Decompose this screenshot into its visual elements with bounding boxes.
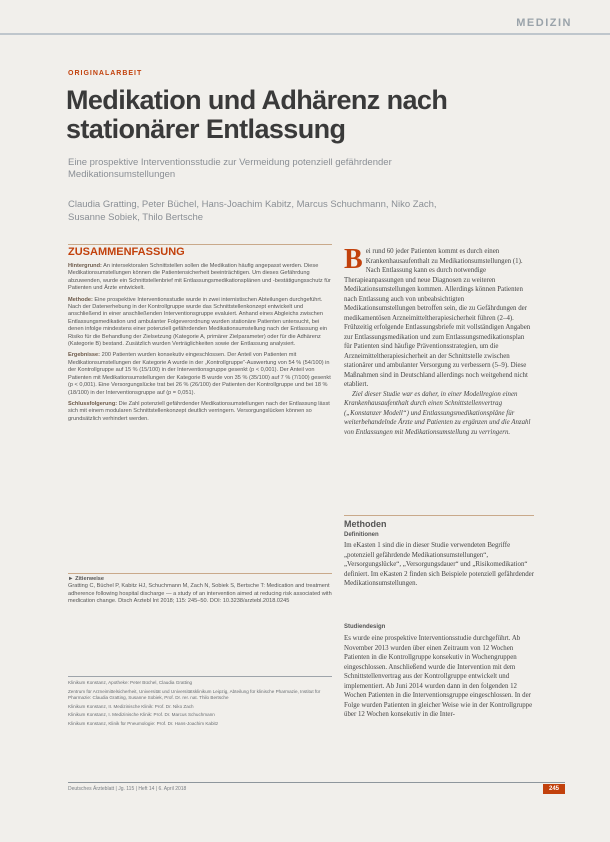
definitions-heading: Definitionen [344,532,379,538]
article-subtitle: Eine prospektive Interventionsstudie zur Vermeidung potenziell gefährdender Medikationsumstellungen [68,157,392,180]
conclusion-text: Die Zahl potenziell gefährdender Medikationsumstellungen nach der Entlassung lässt sich mit einem modularen Schnittstellenkonzept deutlich verringern. Versorgungslücken können so grundsätzlich verhindert werden. [68,400,330,422]
intro-text [344,244,534,437]
citation-text: Gratting C, Büchel P, Kabitz HJ, Schuchmann M, Zach N, Sobiek S, Bertsche T: Medication and treatment adherence following hospital discharge — a study of an intervention aimed at reducing risk associated with medication change. Dtsch Arztebl Int 2018; 115: 245–50. DOI: 10.3238/arztebl.2018.0245 [68,583,332,605]
methods-rule [344,515,534,516]
results-text: 200 Patienten wurden konsekutiv eingeschlossen. Der Anteil von Patienten mit Medikationsumstellungen der Kategorie A wurde in der „Kontrollgruppe“-Auswertung von 54 % (54/100) in der Kontrollgruppe auf 15 % (15/100) in der Interventionsgruppe gesenkt (p < 0,001). Der Anteil von Patienten mit Medikationsumstellungen der Kategorie B wurde von 35 % (35/100) auf 7 % (7/100) gesenkt (p < 0,001). Eine Versorgungslücke trat bei 26 % (26/100) der Patienten der Kontrollgruppe und bei 18 % (18/100) in der Interventionsgruppe auf (p = 0,051). [68,352,331,396]
citation-block [68,576,332,606]
abstract-conclusion [68,401,332,423]
abstract-rule [68,244,332,245]
abstract-results [68,352,332,396]
footer-rule [68,782,565,783]
abstract-method [68,297,332,349]
background-label: Hintergrund: [68,263,102,269]
methods-heading: Methoden [344,519,387,529]
intro-paragraph-2: Ziel dieser Studie war es daher, in einer Modellregion einen Krankenhausaufenthalt durch einen Schnittstellenvertrag („Konstanzer Modell“) und Entlassungsmedikationspläne für weiterbehandelnde Ärzte und Patienten zu ergänzen und die Anzahl von Entlassungen mit Medikationsumstellung zu verringern. [344,390,531,436]
header-rule [0,33,610,35]
citation-heading: ► Zitierweise [68,576,105,582]
section-tag: MEDIZIN [516,17,572,29]
page-number: 245 [543,784,565,794]
affiliation-item: Klinikum Konstanz, II. Medizinische Klinik: Prof. Dr. Niko Zach [68,703,194,709]
footnote-rule [68,676,332,677]
article-title: Medikation und Adhärenz nach stationärer Entlassung [66,85,448,144]
definitions-text: Im eKasten 1 sind die in dieser Studie verwendeten Begriffe „potenziell gefährdende Medikationsumstellungen“, „Versorgungslücke“, „Versorgungsdauer“ und „Risikomedikation“ definiert. Im eKasten 2 finden sich Beispiele potenziell gefährdender Medikationsumstellungen. [344,542,534,587]
journal-info: Deutsches Ärzteblatt | Jg. 115 | Heft 14 | 6. April 2018 [68,786,187,792]
citation-rule [68,573,332,574]
drop-cap: B [344,244,363,275]
affiliation-item: Klinikum Konstanz, I. Medizinische Klinik: Prof. Dr. Marcus Schuchmann [68,712,215,718]
intro-paragraph-1: ei rund 60 jeder Patienten kommt es durch einen Krankenhausaufenthalt zu Medikationsumstellungen (1). Nach Entlassung kann es durch notwendige Therapieanpassungen und neue Diagnosen zu weiteren Medikationsumstellungen kommen. Allerdings können Patienten nach Entlassung auch von unbeabsichtigten Medikationsumstellungen betroffen sein, die zu Gefährdungen der medikamentösen Arzneimitteltherapiesicherheit führen (2–4). Frühzeitig erfolgende Entlassungsbriefe mit vollständigen Angaben zur Entlassungsmedikation und zum Entlassungsmedikationsplan für Patienten sind häufige Präventionsstrategien, um die Arzneimitteltherapiesicherheit an der Schnittstelle zwischen stationärer und ambulanter Versorgung zu verbessern (5–9). Diese Maßnahmen sind in Deutschland allerdings noch weitgehend nicht etabliert. [344,248,531,388]
affiliations [68,680,332,730]
affiliation-item: Klinikum Konstanz, Apotheke: Peter Büchel, Claudia Gratting [68,680,193,685]
abstract-background [68,263,332,293]
affiliation-item: Zentrum für Arzneimittelsicherheit, Universität und Universitätsklinikum Leipzig, Abteilung für klinische Pharmazie, Institut für Pharmazie: Claudia Gratting, Susanne Sobiek, Prof. Dr. rer. nat. Thilo Bertsche [68,688,321,701]
conclusion-label: Schlussfolgerung: [68,400,118,407]
study-design-text: Es wurde eine prospektive Interventionsstudie durchgeführt. Ab November 2013 wurden über einen Zeitraum von 12 Wochen Patienten in die Kontrollgruppe konsekutiv in Wochengruppen eingeschlossen. Anschließend wurde die Intervention mit dem Schnittstellenvertrag aus der Kontrollgruppe entwickelt und implementiert. Ab Juni 2014 wurden dann in den folgenden 12 Wochen Patienten in die Interventionsgruppe eingeschlossen. In der Folge wurden Patienten in gleicher Weise wie in der Kontrollgruppe über 12 Wochen konsekutiv in die Inter- [344,635,533,718]
abstract-heading: ZUSAMMENFASSUNG [68,246,185,258]
method-label: Methode: [68,296,93,303]
author-list: Claudia Gratting, Peter Büchel, Hans-Joachim Kabitz, Marcus Schuchmann, Niko Zach, Susanne Sobiek, Thilo Bertsche [68,199,437,223]
background-text: An intersektoralen Schnittstellen sollen die Medikation häufig angepasst werden. Diese Medikationsumstellungen können die Patientensicherheit beeinträchtigen. Um dieses Gefährdung abzuwenden, wurde ein Schnittstellenbrief mit Entlassungsmedikationsplänen und -bestätigungsschutz für Patienten und Ärzte entwickelt. [68,263,331,292]
method-text: Eine prospektive Interventionsstudie wurde in zwei internistischen Abteilungen durchgeführt. Nach der Datenerhebung in der Kontrollgruppe wurde das Schnittstellenkonzept entwickelt und anschließend in einer anschließenden Interventionsgruppe evaluiert. Anhand eines Abgleichs zwischen Entlassungsmedikation und ambulanter Folgeverordnung wurden stationäre Patienten untersucht, bei denen infolge mindestens einer potenziell gefährdenden Medikationsumstellung nach der Entlassung ein Risiko für die Behandlung der Zielsetzung (Kategorie A, primärer Zielparameter) oder für die Adhärenz (Kategorie B) bestand. Zusätzlich wurden Verträglichkeiten sowie der Entlassung analysiert. [68,296,328,348]
affiliation-item: Klinikum Konstanz, Klinik für Pneumologie: Prof. Dr. Hans-Joachim Kabitz [68,720,219,726]
abstract-body [68,263,332,427]
study-design-heading: Studiendesign [344,624,386,630]
results-label: Ergebnisse: [68,352,101,359]
article-kicker: ORIGINALARBEIT [68,70,143,77]
